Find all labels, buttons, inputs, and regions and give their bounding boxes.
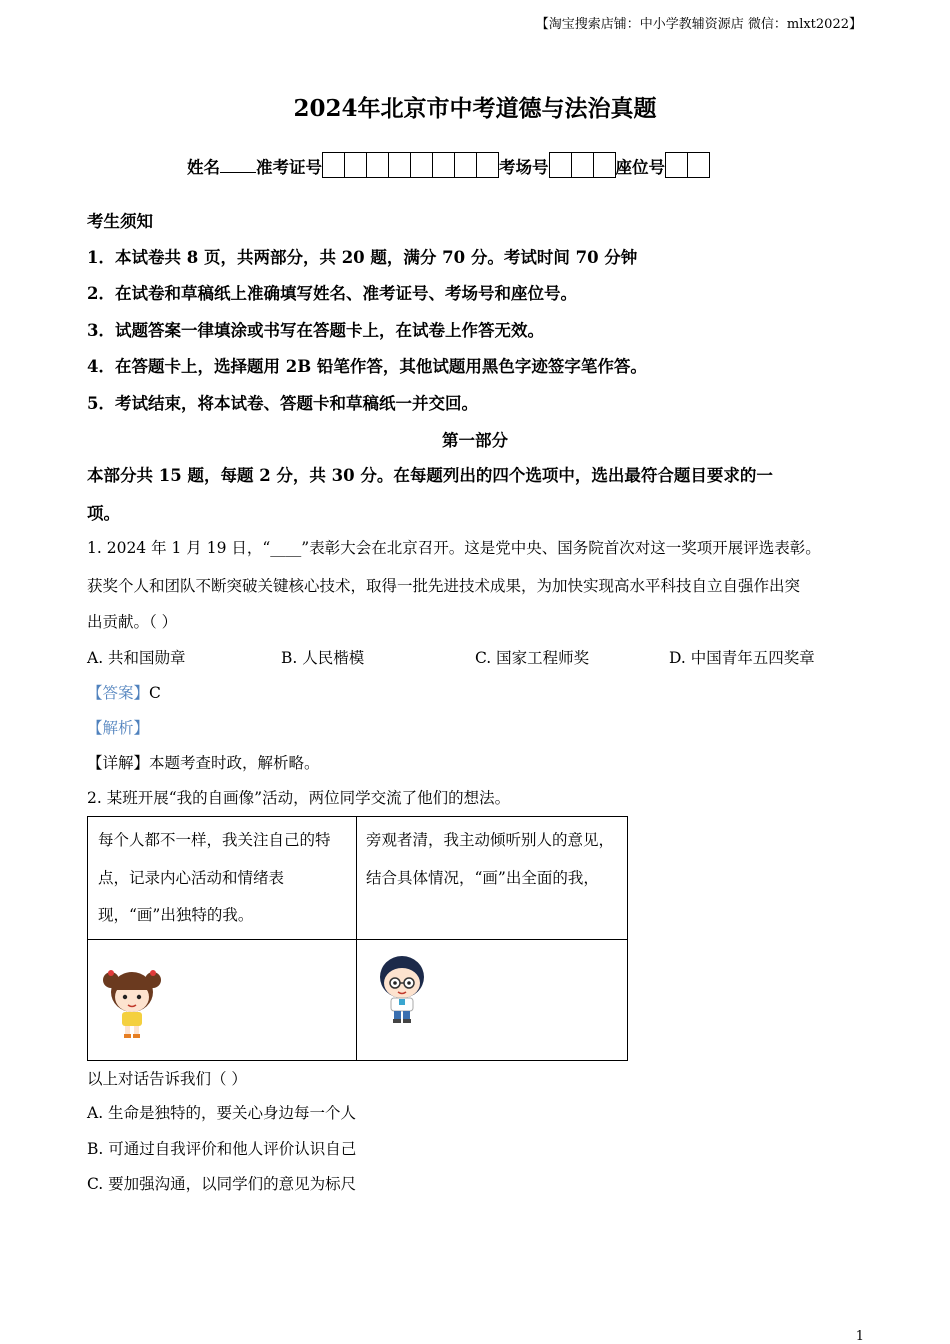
- girl-cartoon-image: [98, 962, 166, 1042]
- question-2-prompt: 以上对话告诉我们（ ）: [87, 1070, 247, 1088]
- dialogue-table: [87, 816, 628, 1061]
- dialogue-left-text: 每个人都不一样，我关注自己的特点，记录内心活动和情绪表现，“画”出独特的我。: [98, 831, 331, 924]
- boy-cartoon-image: [371, 952, 433, 1026]
- name-blank[interactable]: [220, 158, 256, 173]
- notice-item: 2．在试卷和草稿纸上准确填写姓名、准考证号、考场号和座位号。: [87, 284, 577, 303]
- detail-label: 【详解】: [87, 754, 150, 772]
- seat-boxes[interactable]: [665, 152, 710, 178]
- detail-row: [87, 751, 320, 773]
- answer-value: C: [149, 684, 161, 702]
- notice-item: 4．在答题卡上，选择题用 2B 铅笔作答，其他试题用黑色字迹签字笔作答。: [87, 357, 647, 376]
- room-boxes[interactable]: [549, 152, 616, 178]
- answer-label: 【答案】: [87, 684, 150, 702]
- option-c: C. 国家工程师奖: [475, 649, 590, 667]
- answer-row: [87, 681, 161, 703]
- question-1-stem: 获奖个人和团队不断突破关键核心技术，取得一批先进技术成果，为加快实现高水平科技自立自强作出突: [87, 577, 801, 595]
- exam-id-label: 准考证号: [256, 158, 322, 177]
- question-1-stem: 出贡献。（ ）: [87, 613, 178, 631]
- notice-item: 3．试题答案一律填涂或书写在答题卡上，在试卷上作答无效。: [87, 321, 544, 340]
- option-b: B. 可通过自我评价和他人评价认识自己: [87, 1140, 357, 1158]
- part-intro: 项。: [87, 504, 120, 523]
- notice-item: 5．考试结束，将本试卷、答题卡和草稿纸一并交回。: [87, 394, 478, 413]
- option-d: D. 中国青年五四奖章: [669, 649, 815, 667]
- dialogue-right-text: 旁观者清，我主动倾听别人的意见，结合具体情况，“画”出全面的我，: [366, 831, 615, 887]
- page-title: 2024年北京市中考道德与法治真题: [293, 95, 657, 122]
- analysis-label: 【解析】: [87, 719, 150, 737]
- part-intro: 本部分共 15 题，每题 2 分，共 30 分。在每题列出的四个选项中，选出最符合题目要求的一: [87, 466, 773, 485]
- option-b: B. 人民楷模: [281, 649, 365, 667]
- page-header: 【淘宝搜索店铺：中小学教辅资源店 微信：mlxt2022】: [535, 17, 862, 32]
- exam-id-boxes[interactable]: [322, 152, 499, 178]
- detail-text: 本题考查时政，解析略。: [149, 754, 320, 772]
- page-number: 1: [855, 1329, 864, 1344]
- notice-heading: 考生须知: [87, 212, 153, 231]
- option-a: A. 生命是独特的，要关心身边每一个人: [87, 1104, 357, 1122]
- candidate-info-row: [187, 152, 710, 178]
- room-label: 考场号: [499, 158, 549, 177]
- option-a: A. 共和国勋章: [87, 649, 186, 667]
- seat-label: 座位号: [615, 158, 665, 177]
- notice-item: 1．本试卷共 8 页，共两部分，共 20 题，满分 70 分。考试时间 70 分钟: [87, 248, 638, 267]
- question-2-stem: 2. 某班开展“我的自画像”活动，两位同学交流了他们的想法。: [87, 789, 511, 807]
- question-1-stem: 1. 2024 年 1 月 19 日，“____”表彰大会在北京召开。这是党中央、国务院首次对这一奖项开展评选表彰。: [87, 539, 821, 557]
- part-heading: 第一部分: [442, 431, 508, 450]
- option-c: C. 要加强沟通，以同学们的意见为标尺: [87, 1175, 357, 1193]
- name-label: 姓名: [187, 158, 220, 177]
